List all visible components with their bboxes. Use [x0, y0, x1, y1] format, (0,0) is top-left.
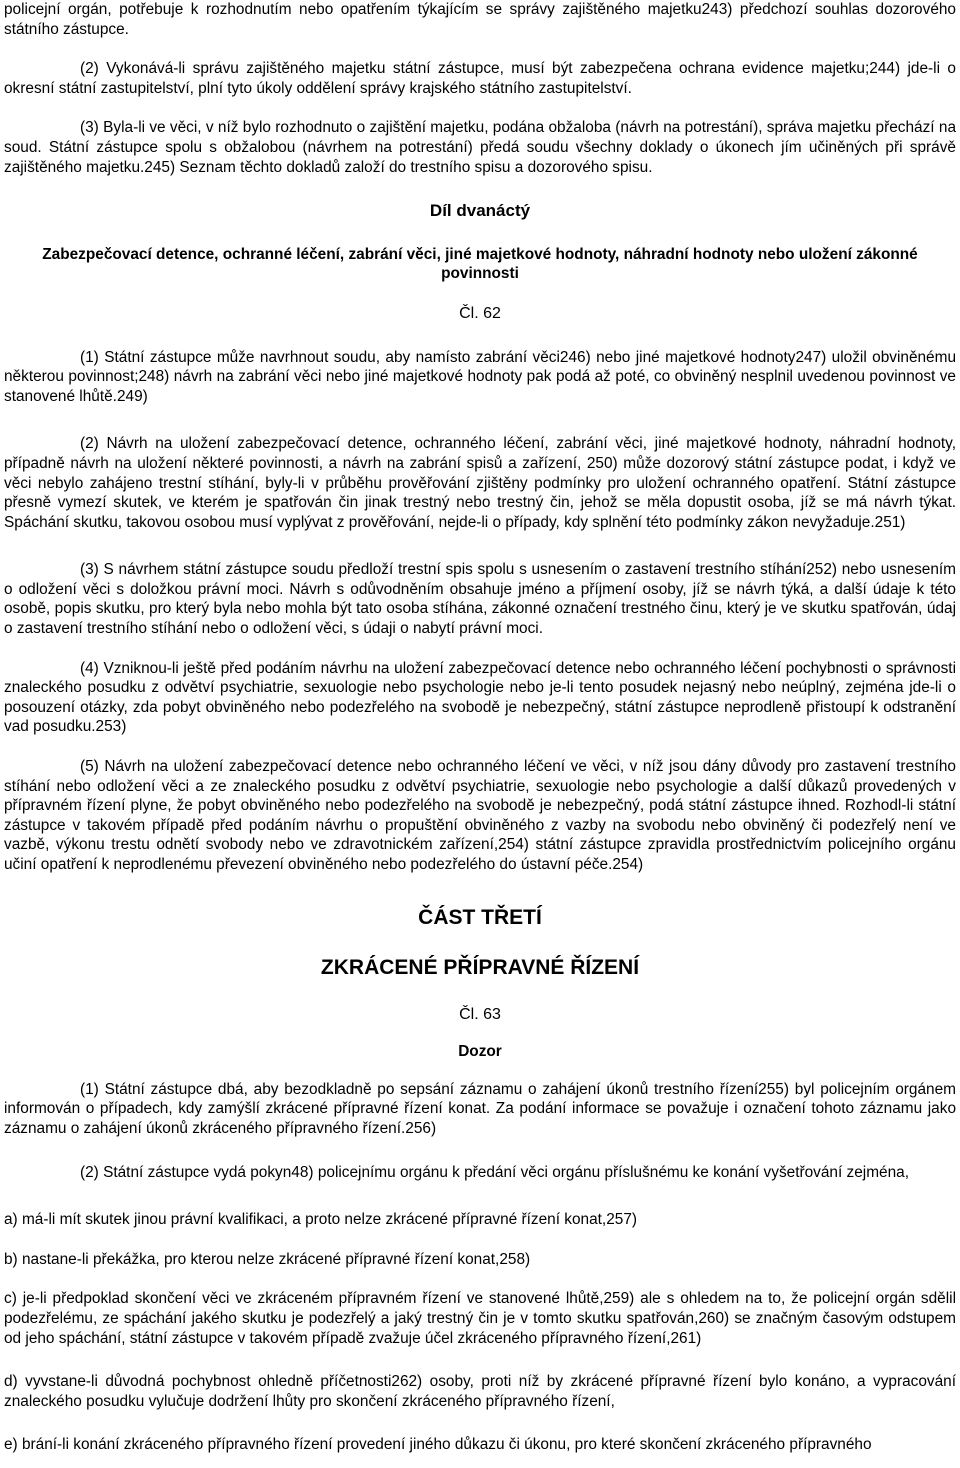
heading-cast-treti: ČÁST TŘETÍ [418, 905, 542, 929]
list-item-e: e) brání-li konání zkráceného přípravného řízení provedení jiného důkazu či úkonu, pro které skončení zkráceného přípravného [4, 1436, 872, 1454]
heading-zkracene-pripravne-rizeni: ZKRÁCENÉ PŘÍPRAVNÉ ŘÍZENÍ [320, 955, 640, 979]
heading-cl-62: Čl. 62 [459, 304, 501, 322]
list-item-d: d) vyvstane-li důvodná pochybnost ohledně příčetnosti262) osoby, proti níž by zkrácené přípravné řízení bylo konáno, a vypracování znaleckého posudku vylučuje dodržení lhůty pro skončení zkráceného přípravného řízení, [4, 1373, 956, 1410]
paragraph-62-5: (5) Návrh na uložení zabezpečovací detence nebo ochranného léčení ve věci, v níž jsou dány důvody pro zastavení trestního stíhání nebo odložení věci a ze znaleckého posudku z odvětví psychiatrie, sexuologie nebo psychologie a další důkazů provedených v přípravném řízení plyne, že pobyt obviněného nebo podezřelého na svobodě je nebezpečný, podá státní zástupce ihned. Rozhodl-li státní zástupce v takovém případě před podáním návrhu o propuštění obviněného z vazby na svobodu nebo obviněný či podezřelý není ve vazbě, výkonu trestu odnětí svobody nebo ve zdravotnickém zařízení,254) státní zástupce zpravidla prostřednictvím policejního orgánu učiní opatření k neprodlenému převezení obviněného nebo podezřelého do ústavní péče.254) [4, 758, 956, 873]
paragraph-62-2: (2) Návrh na uložení zabezpečovací detence, ochranného léčení, zabrání věci, jiné majetkové hodnoty, náhradní hodnoty, případně návrh na uložení některé povinnosti, a návrh na zabrání spisů a zařízení, 250) může dozorový státní zástupce podat, i když ve věci nebylo zahájeno trestní stíhání, byly-li v průběhu prověřování zjištěny podmínky pro uložení ochranného opatření. Státní zástupce přesně vymezí skutek, ve kterém je spatřován čin jinak trestný nebo trestný čin, jehož se měla dopustit osoba, jíž se má návrh týkat. Spáchání skutku, takovou osobou musí vyplývat z prověřování, nejde-li o případy, kdy splnění této podmínky zákon nevyžaduje.251) [4, 435, 956, 531]
paragraph-3-obzaloba: (3) Byla-li ve věci, v níž bylo rozhodnuto o zajištění majetku, podána obžaloba (návrh na potrestání), správa majetku přechází na soud. Státní zástupce spolu s obžalobou (návrhem na potrestání) předá soudu všechny doklady o úkonech jím učiněných při správě zajištěného majetku.245) Seznam těchto dokladů založí do trestního spisu a dozorového spisu. [4, 119, 956, 176]
paragraph-continuation: policejní orgán, potřebuje k rozhodnutím nebo opatřením týkajícím se správy zajištěného majetku243) předchozí souhlas dozorového státního zástupce. [4, 1, 956, 38]
heading-dil-subtitle: Zabezpečovací detence, ochranné léčení, zabrání věci, jiné majetkové hodnoty, náhradní hodnoty nebo uložení zákonné povinnosti [42, 245, 918, 283]
list-item-c: c) je-li předpoklad skončení věci ve zkráceném přípravném řízení ve stanovené lhůtě,259) ale s ohledem na to, že policejní orgán sdělil podezřelému, ze spáchání jakého skutku je podezřelý a jaký trestný čin je v tomto skutku spatřován,260) se značným časovým odstupem od jeho spáchání, státní zástupce v takovém případě zvažuje účel zkráceného přípravného řízení,261) [4, 1290, 956, 1347]
list-item-a: a) má-li mít skutek jinou právní kvalifikaci, a proto nelze zkrácené přípravné řízení konat,257) [4, 1211, 638, 1229]
paragraph-2-sprava-majetku: (2) Vykonává-li správu zajištěného majetku státní zástupce, musí být zabezpečena ochrana evidence majetku;244) jde-li o okresní státní zastupitelství, plní tyto úkoly oddělení správy krajského státního zastupitelství. [4, 60, 956, 97]
paragraph-63-2: (2) Státní zástupce vydá pokyn48) policejnímu orgánu k předání věci orgánu příslušnému ke konání vyšetřování zejména, [80, 1163, 909, 1181]
heading-dil-dvanacty: Díl dvanáctý [429, 201, 531, 221]
paragraph-62-4: (4) Vzniknou-li ještě před podáním návrhu na uložení zabezpečovací detence nebo ochranného léčení pochybnosti o správnosti znaleckého posudku z odvětví psychiatrie, sexuologie nebo psychologie nebo je-li tento posudek nejasný nebo neúplný, zejména jde-li o posouzení otázky, zda pobyt obviněného nebo podezřelého na svobodě je nebezpečný, státní zástupce neprodleně přistoupí k odstranění vad posudku.253) [4, 659, 956, 736]
heading-dozor: Dozor [458, 1043, 502, 1061]
list-item-b: b) nastane-li překážka, pro kterou nelze zkrácené přípravné řízení konat,258) [4, 1250, 531, 1268]
paragraph-62-3: (3) S návrhem státní zástupce soudu předloží trestní spis spolu s usnesením o zastavení trestního stíhání252) nebo usnesením o odložení věci s doložkou právní moci. Návrh s odůvodněním obsahuje jméno a příjmení osoby, jíž se návrh týká, a další údaje k této osobě, popis skutku, pro který byla nebo mohla být tato osoba stíhána, zákonné označení trestného činu, který je ve skutku spatřován, údaj o zastavení trestního stíhání nebo o odložení věci, s údaji o nabytí právní moci. [4, 561, 956, 638]
paragraph-62-1: (1) Státní zástupce může navrhnout soudu, aby namísto zabrání věci246) nebo jiné majetkové hodnoty247) uložil obviněnému některou povinnost;248) návrh na zabrání věci nebo jiné majetkové hodnoty pak podá až poté, co obviněný nesplnil uvedenou povinnost ve stanovené lhůtě.249) [4, 348, 956, 405]
heading-cl-63: Čl. 63 [459, 1005, 501, 1023]
paragraph-63-1: (1) Státní zástupce dbá, aby bezodkladně po sepsání záznamu o zahájení úkonů trestního řízení255) byl policejním orgánem informován o případech, kdy zamýšlí zkrácené přípravné řízení konat. Za podání informace se považuje i označení tohoto záznamu jako záznamu o zahájení úkonů zkráceného přípravného řízení.256) [4, 1080, 956, 1137]
